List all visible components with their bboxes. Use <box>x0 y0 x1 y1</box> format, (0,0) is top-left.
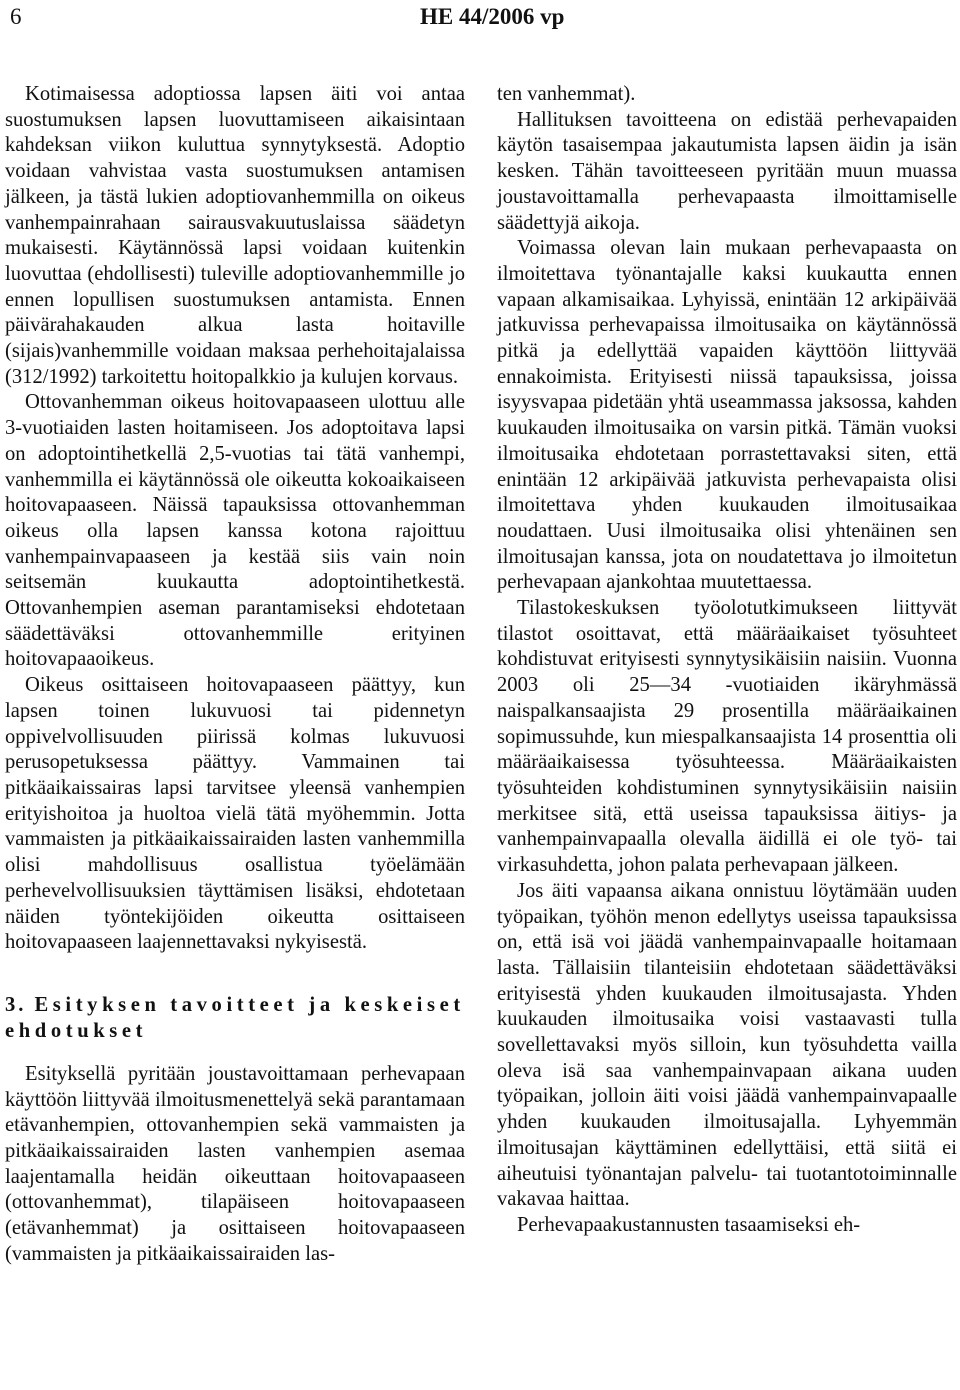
section-number: 3. <box>5 993 27 1016</box>
paragraph: Ottovanhemman oikeus hoitovapaaseen ulottuu alle 3-vuotiaiden lasten hoitamiseen. Jos adoptoitava lapsi on adoptointihetkellä 2,5-vuotias tai tätä vanhempi, vanhemmilla ei käytännössä ole oikeutta kokoaikaiseen hoitovapaaseen. Näissä tapauksissa ottovanhemman oikeus olla lapsen kanssa kotona rajoittuu vanhempainvapaaseen ja kestää siis vain noin seitsemän kuukautta adoptointihetkestä. Ottovanhempien aseman parantamiseksi ehdotetaan säädettäväksi ottovanhemmille erityinen hoitovapaaoikeus. <box>5 391 465 671</box>
section-title: Esityksen tavoitteet ja keskeiset ehdotukset <box>5 993 465 1042</box>
paragraph: Oikeus osittaiseen hoitovapaaseen päättyy, kun lapsen toinen lukuvuosi tai pidennetyn oppivelvollisuuden piirissä kolmas lukuvuosi perusopetuksessa päättyy. Vammainen tai pitkäaikaissairas lapsi tarvitsee yleensä vanhempien erityishoitoa ja huoltoa vielä tätä myöhemmin. Jotta vammaisten ja pitkäaikaissairaiden lasten vanhemmilla olisi mahdollisuus osallistua työelämään perhevelvollisuuksien täyttämisen lisäksi, ehdotetaan näiden työntekijöiden oikeutta osittaiseen hoitovapaaseen laajennettavaksi nykyisestä. <box>5 674 465 954</box>
paragraph: Tilastokeskuksen työolotutkimukseen liittyvät tilastot osoittavat, että määräaikaiset työsuhteet kohdistuvat erityisesti synnytysikäisiin naisiin. Vuonna 2003 oli 25—34 -vuotiaiden ikäryhmässä naispalkansaajista 29 prosentilla määräaikainen sopimussuhde, kun miespalkansaajista 14 prosenttia oli määräaikaisessa työsuhteessa. Määräaikaisten työsuhteiden kohdistuminen synnytysikäisiin naisiin merkitsee sitä, että useissa tapauksissa äitiys- ja vanhempainvapaalla olevalla äidillä ei ole työ- tai virkasuhdetta, johon palata perhevapaan jälkeen. <box>497 597 957 877</box>
paragraph: Perhevapaakustannusten tasaamiseksi eh- <box>517 1213 861 1236</box>
paragraph: Voimassa olevan lain mukaan perhevapaasta on ilmoitettava työnantajalle kaksi kuukautta ennen vapaan alkamisaikaa. Lyhyissä, enintään 12 arkipäivää jatkuvissa perhevapaissa ilmoitusaika on käytännössä pitkä ja edellyttää vapaiden käyttöön liittyvää ennakoimista. Erityisesti niissä tapauksissa, joissa isyysvapaa pidetään yhtä useammassa jaksossa, kahden kuukauden ilmoitusaika on varsin pitkä. Tämän vuoksi ilmoitusaika ehdotetaan porrastettavaksi siten, että enintään 12 arkipäivää jatkuvista perhevapaista olisi ilmoitettava yhden kuukauden ilmoitusaikaa noudattaen. Uusi ilmoitusaika olisi yhtenäinen sen ilmoitusajan kanssa, jota on noudatettava jo ilmoitetun perhevapaan ajankohtaa muutettaessa. <box>497 237 957 594</box>
paragraph: Esityksellä pyritään joustavoittamaan perhevapaan käyttöön liittyvää ilmoitusmenettelyä sekä parantamaan etävanhempien, ottovanhempien sekä vammaisten ja pitkäaikaissairaiden lasten vanhempien asemaa laajentamalla heidän oikeuttaan hoitovapaaseen (ottovanhemmat), tilapäiseen hoitovapaaseen (etävanhemmat) ja osittaiseen hoitovapaaseen (vammaisten ja pitkäaikaissairaiden las- <box>5 1062 465 1265</box>
right-column <box>497 82 957 1239</box>
page-header <box>0 0 960 44</box>
paragraph: Hallituksen tavoitteena on edistää perhevapaiden käytön tasaisempaa jakautumista lapsen äidin ja isän kesken. Tähän tavoitteeseen pyritään muun muassa joustavoittamalla perhevapaasta ilmoittamiselle säädettyjä aikoja. <box>497 108 957 234</box>
page-number: 6 <box>10 4 22 29</box>
paragraph: Kotimaisessa adoptiossa lapsen äiti voi antaa suostumuksen lapsen luovuttamiseen aikaisintaan kahdeksan viikon kuluttua synnytyksestä. Adoptio voidaan vahvistaa vasta suostumuksen antamisen jälkeen, ja tästä lukien adoptiovanhemmilla on oikeus vanhempainrahaan sairausvakuutuslaissa säädetyn mukaisesti. Käytännössä lapsi voidaan kuitenkin luovuttaa (ehdollisesti) tuleville adoptiovanhemmille jo ennen lopullisen suostumuksen antamista. Ennen päivärahakauden alkua lasta hoitaville (sijais)vanhemmille voidaan maksaa perhehoitajalaissa (312/1992) tarkoitettu hoitopalkkio ja kulujen korvaus. <box>5 83 465 388</box>
left-column <box>5 82 465 1268</box>
document-id: HE 44/2006 vp <box>420 4 565 29</box>
paragraph-continuation: ten vanhemmat). <box>497 83 636 105</box>
section-heading <box>5 992 465 1044</box>
paragraph: Jos äiti vapaansa aikana onnistuu löytämään uuden työpaikan, työhön menon edellytys useissa tapauksissa on, että isä voi jäädä vanhempainvapaalle hoitamaan lasta. Tällaisiin tilanteisiin ehdotetaan säädettäväksi erityisestä yhden kuukauden ilmoitusajasta. Yhden kuukauden ilmoitusaika voisi vastaavasti tulla sovellettavaksi myös silloin, kun työsuhdetta vailla oleva isä saa vanhempainvapaan aikana uuden työpaikan, jolloin äiti voisi jäädä vanhempainvapaalle yhden kuukauden ilmoitusajalla. Lyhyemmän ilmoitusajan käyttäminen edellyttäisi, että siitä ei aiheutuisi työnantajan palvelu- tai tuotantotoiminnalle vakavaa haittaa. <box>497 879 957 1211</box>
